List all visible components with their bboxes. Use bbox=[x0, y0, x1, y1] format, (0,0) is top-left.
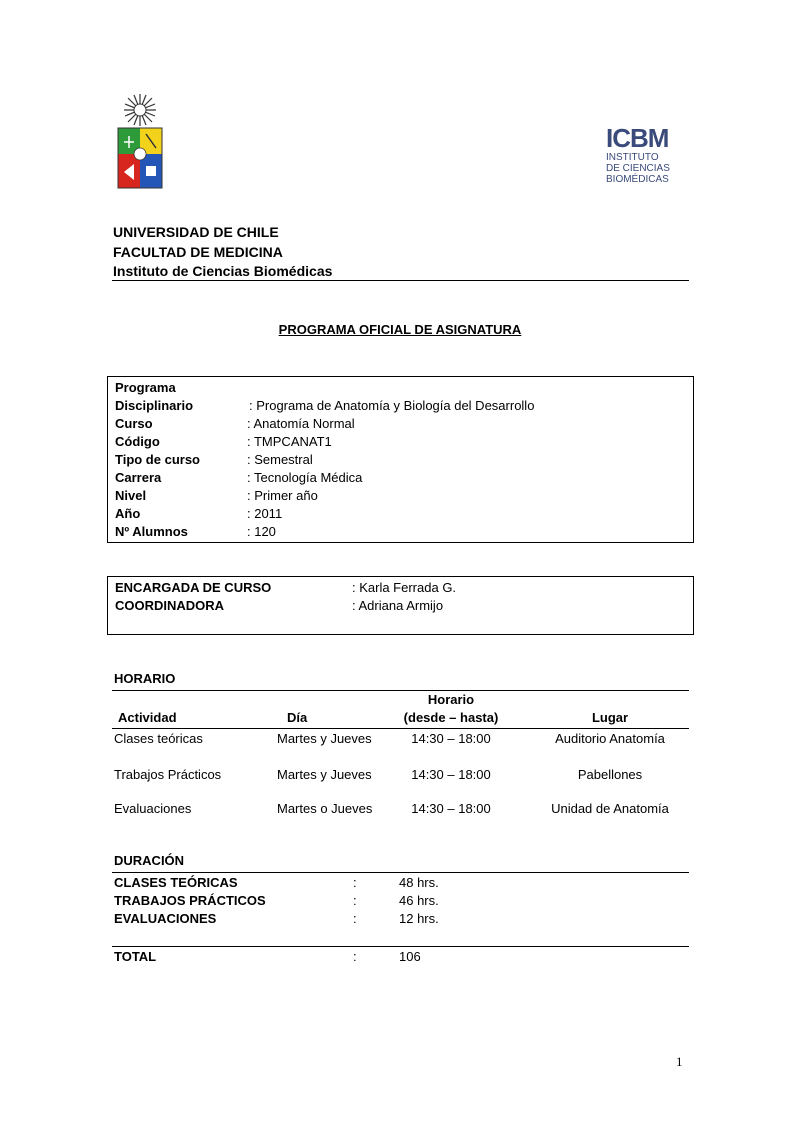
row-3-dia: Martes o Jueves bbox=[277, 801, 373, 816]
tipo-curso-label: Tipo de curso bbox=[115, 452, 200, 467]
icbm-mark: ICBM bbox=[606, 123, 669, 153]
alumnos-value: : 120 bbox=[247, 524, 276, 539]
nivel-label: Nivel bbox=[115, 488, 147, 503]
dur-evaluaciones-sep: : bbox=[353, 911, 357, 926]
staff-box bbox=[107, 576, 694, 635]
dur-evaluaciones-label: EVALUACIONES bbox=[114, 911, 217, 926]
carrera-label: Carrera bbox=[115, 470, 162, 485]
row-2-horario: 14:30 – 18:00 bbox=[411, 767, 491, 782]
alumnos-label: Nº Alumnos bbox=[115, 524, 188, 539]
codigo-value: : TMPCANAT1 bbox=[247, 434, 332, 449]
horario-heading: HORARIO bbox=[114, 671, 176, 686]
dur-practicos-label: TRABAJOS PRÁCTICOS bbox=[114, 893, 266, 908]
duracion-heading: DURACIÓN bbox=[114, 853, 185, 868]
dur-practicos-sep: : bbox=[353, 893, 357, 908]
dur-teoricas-value: 48 hrs. bbox=[399, 875, 439, 890]
header-divider bbox=[112, 280, 689, 281]
tipo-curso-value: : Semestral bbox=[247, 452, 313, 467]
row-3-horario: 14:30 – 18:00 bbox=[411, 801, 491, 816]
duracion-top-rule bbox=[112, 872, 689, 873]
disciplinario-label: Disciplinario bbox=[115, 398, 194, 413]
row-2-actividad: Trabajos Prácticos bbox=[114, 767, 222, 782]
coordinadora-value: : Adriana Armijo bbox=[352, 598, 444, 613]
encargada-value: : Karla Ferrada G. bbox=[352, 580, 457, 595]
coordinadora-label: COORDINADORA bbox=[115, 598, 225, 613]
anio-value: : 2011 bbox=[247, 506, 283, 521]
institute-name: Instituto de Ciencias Biomédicas bbox=[113, 263, 333, 279]
row-2-lugar: Pabellones bbox=[577, 767, 643, 782]
horario-header-rule bbox=[112, 728, 689, 729]
program-info-box bbox=[107, 376, 694, 543]
row-3-lugar: Unidad de Anatomía bbox=[551, 801, 669, 816]
anio-label: Año bbox=[115, 506, 141, 521]
dur-practicos-value: 46 hrs. bbox=[399, 893, 439, 908]
icbm-text-3: BIOMÉDICAS bbox=[606, 174, 669, 185]
icbm-text-1: INSTITUTO bbox=[606, 152, 659, 163]
nivel-value: : Primer año bbox=[247, 488, 318, 503]
dur-teoricas-sep: : bbox=[353, 875, 357, 890]
total-value: 106 bbox=[399, 949, 421, 964]
dur-evaluaciones-value: 12 hrs. bbox=[399, 911, 439, 926]
col-dia: Día bbox=[287, 710, 308, 725]
encargada-label: ENCARGADA DE CURSO bbox=[115, 580, 272, 595]
icbm-logo bbox=[606, 124, 682, 190]
row-2-dia: Martes y Jueves bbox=[277, 767, 372, 782]
row-1-actividad: Clases teóricas bbox=[114, 731, 203, 746]
uchile-crest-logo bbox=[114, 92, 166, 192]
col-horario-bottom: (desde – hasta) bbox=[403, 710, 499, 725]
disciplinario-value: : Programa de Anatomía y Biología del Desarrollo bbox=[249, 398, 535, 413]
col-actividad: Actividad bbox=[118, 710, 177, 725]
curso-value: : Anatomía Normal bbox=[247, 416, 355, 431]
icbm-text-2: DE CIENCIAS bbox=[606, 163, 670, 174]
page-title: PROGRAMA OFICIAL DE ASIGNATURA bbox=[278, 322, 522, 337]
total-sep: : bbox=[353, 949, 357, 964]
carrera-value: : Tecnología Médica bbox=[247, 470, 363, 485]
codigo-label: Código bbox=[115, 434, 160, 449]
university-name: UNIVERSIDAD DE CHILE bbox=[113, 224, 279, 240]
dur-teoricas-label: CLASES TEÓRICAS bbox=[114, 875, 238, 890]
col-lugar: Lugar bbox=[591, 710, 629, 725]
program-label: Programa bbox=[115, 380, 176, 395]
row-1-horario: 14:30 – 18:00 bbox=[411, 731, 491, 746]
page-number: 1 bbox=[676, 1054, 683, 1069]
row-1-lugar: Auditorio Anatomía bbox=[555, 731, 665, 746]
row-1-dia: Martes y Jueves bbox=[277, 731, 372, 746]
duracion-total-rule bbox=[112, 946, 689, 947]
col-horario-top: Horario bbox=[427, 692, 475, 707]
total-label: TOTAL bbox=[114, 949, 157, 964]
row-3-actividad: Evaluaciones bbox=[114, 801, 192, 816]
curso-label: Curso bbox=[115, 416, 153, 431]
faculty-name: FACULTAD DE MEDICINA bbox=[113, 244, 283, 260]
